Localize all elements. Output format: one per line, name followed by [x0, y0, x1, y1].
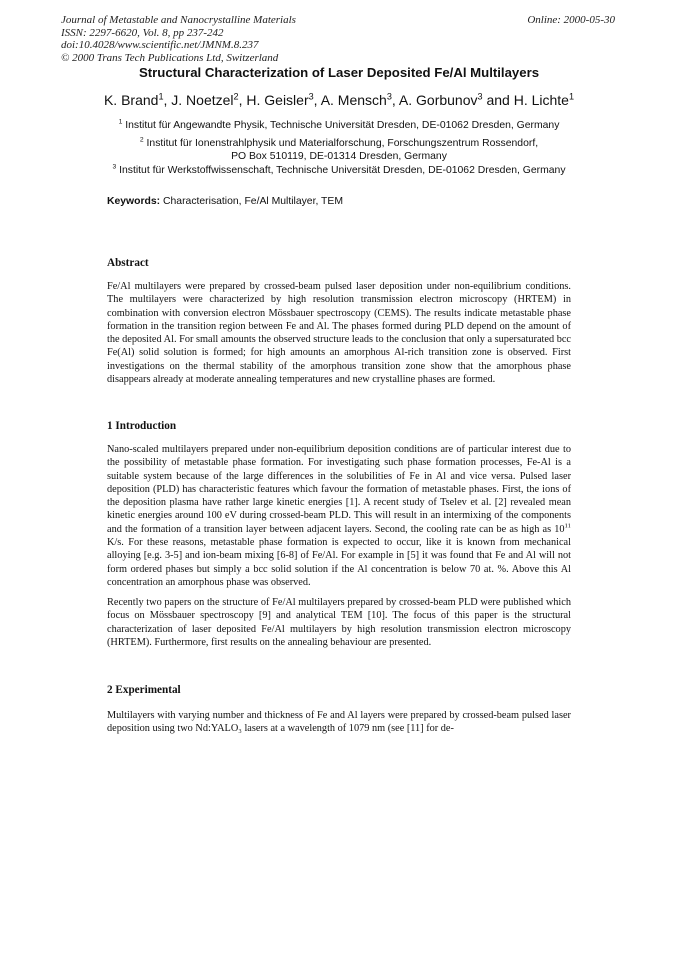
affiliation-text: Institut für Ionenstrahlphysik und Materialforschung, Forschungszentrum Rossendorf, — [146, 138, 539, 149]
affiliation-marker: 2 — [139, 136, 144, 144]
abstract-heading: Abstract — [107, 257, 149, 269]
online-date: Online: 2000-05-30 — [527, 14, 615, 26]
paper-title: Structural Characterization of Laser Deposited Fe/Al Multilayers — [138, 65, 540, 80]
experimental-paragraph: Multilayers with varying number and thickness of Fe and Al layers were prepared by crossed-beam pulsed laser deposition using two Nd:YALO₃ lasers at a wavelength of 1079 nm (see [11] for de- — [107, 710, 571, 735]
author-name: K. Brand — [103, 92, 159, 108]
introduction-text: K/s. For these reasons, metastable phase formation is expected to occur, like it is known from mechanical alloying [e.g. 3-5] and ion-beam mixing [6-8] of Fe/Al. For example in [5] it was found that Fe and Al will not form ordered phases but simply a bcc solid solution if the Al concentration is below 70 at. %. Above this Al concentration an amorphous phase was observed. — [107, 537, 571, 588]
affiliation-2 — [0, 137, 678, 163]
author-name: H. Lichte — [513, 92, 569, 108]
affiliation-3 — [0, 164, 678, 177]
exponent: 11 — [564, 522, 571, 530]
affiliation-text: Institut für Werkstoffwissenschaft, Technische Universität Dresden, DE-01062 Dresden, Germany — [119, 165, 566, 176]
abstract-text: Fe/Al multilayers were prepared by crossed-beam pulsed laser deposition under non-equilibrium conditions. The multilayers were characterized by high resolution transmission electron microscopy (HRTEM) in combination with conversion electron Mössbauer spectroscopy (CEMS). The results indicate metastable phase formation in the transition region between Fe and Al. The phases formed during PLD depend on the amount of the deposited Al. For small amounts the observed structure leads to the conclusion that only a supersaturated bcc Fe(Al) solid solution is formed; for high amounts an amorphous Al-rich transition zone is observed. First investigations on the thermal stability of the amorphous transition zone show that the amorphous phase disappears already at moderate annealing temperatures and new crystalline phases are formed. — [107, 281, 571, 386]
author-name: H. Geisler — [246, 92, 309, 108]
author-affiliation-marker: 1 — [158, 91, 164, 102]
keywords — [107, 196, 343, 207]
author-name: A. Gorbunov — [398, 92, 478, 108]
introduction-paragraph-2: Recently two papers on the structure of Fe/Al multilayers prepared by crossed-beam PLD were published which focus on Mössbauer spectroscopy [9] and analytical TEM [10]. The focus of this paper is the structural characterization of laser deposited Fe/Al multilayers by high resolution transmission electron microscopy (HRTEM). Furthermore, first results on the annealing behaviour are presented. — [107, 597, 571, 648]
journal-doi: doi:10.4028/www.scientific.net/JMNM.8.237 — [61, 39, 259, 51]
author-affiliation-marker: 3 — [477, 91, 483, 102]
introduction-heading: 1 Introduction — [107, 420, 177, 432]
author-affiliation-marker: 3 — [386, 91, 392, 102]
affiliation-1 — [0, 119, 678, 132]
author-name: A. Mensch — [320, 92, 387, 108]
author-affiliation-marker: 2 — [233, 91, 239, 102]
introduction-text: Nano-scaled multilayers prepared under non-equilibrium deposition conditions are of particular interest due to the possibility of metastable phase formation. For investigating such phase formation processes, Fe-Al is a suitable system because of the large differences in the solubilities of Fe in Al and vice versa. Pulsed laser deposition (PLD) has characteristic features which favour the formation of metastable phases. First, the ions of the deposition plasma have rather large kinetic energies [1]. A recent study of Tselev et al. [2] revealed mean kinetic energies around 100 eV during crossed-beam PLD. This will result in an intermixing of the components and the formation of a transition layer between adjacent layers. Second, the cooling rate can be as high as 10 — [107, 444, 571, 535]
affiliation-text-line2: PO Box 510119, DE-01314 Dresden, Germany — [231, 151, 447, 162]
affiliation-marker: 1 — [118, 118, 123, 126]
affiliation-marker: 3 — [112, 163, 117, 171]
experimental-heading: 2 Experimental — [107, 684, 181, 696]
author-affiliation-marker: 1 — [568, 91, 575, 102]
author-affiliation-marker: 3 — [308, 91, 314, 102]
author-list: K. Brand$^1$, J. Noetzel$^2$, H. Geisler$^3$, A. Mensch$^3$, A. Gorbunov$^3$ and H. Lichte$^1$ — [103, 91, 575, 108]
journal-info — [61, 14, 296, 64]
author-name: J. Noetzel — [171, 92, 234, 108]
journal-copyright: © 2000 Trans Tech Publications Ltd, Switzerland — [61, 51, 279, 64]
keywords-label: Keywords: — [107, 196, 161, 207]
introduction-paragraph-1 — [107, 443, 571, 589]
journal-issn: ISSN: 2297-6620, Vol. 8, pp 237-242 — [61, 26, 224, 39]
affiliation-text: Institut für Angewandte Physik, Technische Universität Dresden, DE-01062 Dresden, Germany — [125, 120, 560, 131]
journal-name: Journal of Metastable and Nanocrystalline Materials — [61, 14, 296, 26]
keywords-text: Characterisation, Fe/Al Multilayer, TEM — [163, 196, 343, 207]
